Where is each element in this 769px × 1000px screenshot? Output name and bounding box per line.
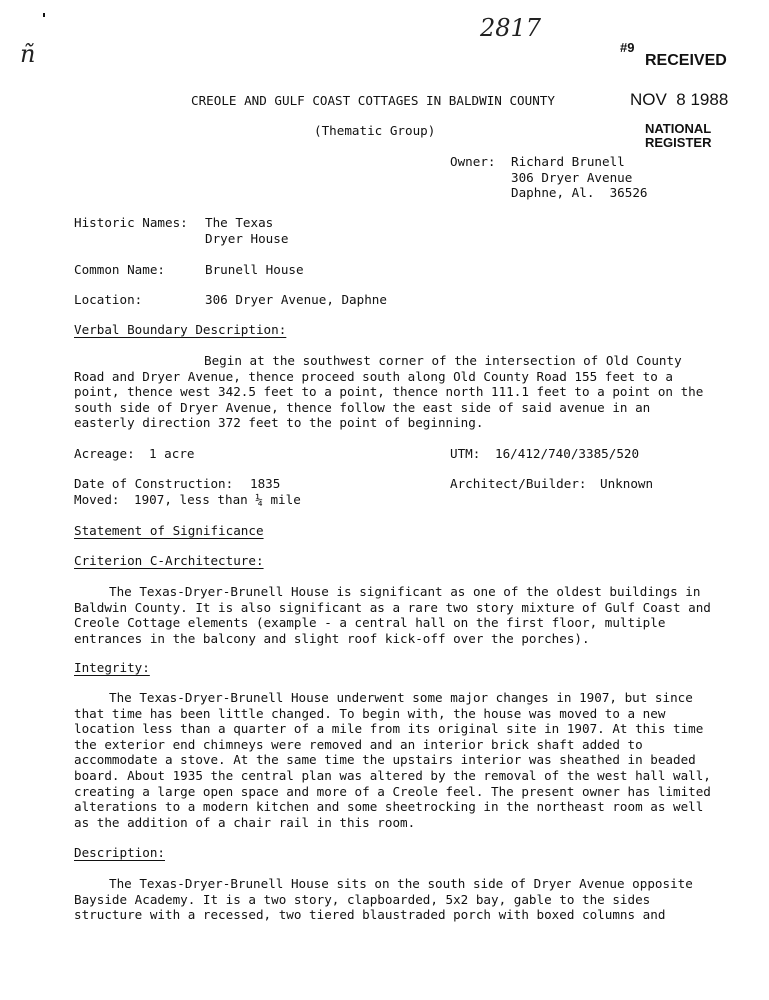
location-value: 306 Dryer Avenue, Daphne — [205, 292, 387, 307]
common-name-value: Brunell House — [205, 262, 304, 277]
historic-names-label: Historic Names: — [74, 215, 188, 230]
moved-value: 1907, less than ¼ mile — [134, 492, 301, 507]
stamp-ref: #9 — [620, 40, 635, 55]
scan-speck — [43, 13, 45, 17]
acreage-label: Acreage: — [74, 446, 135, 461]
description-text: The Texas-Dryer-Brunell House sits on the south side of Dryer Avenue opposite Bayside Academy. It is a two story, clapboarded, 5x2 bay, gable to the sides structure with a recessed, two tiered blaustraded porch with boxed columns and — [74, 876, 693, 923]
criterion-heading: Criterion C-Architecture: — [74, 553, 264, 568]
construction-value: 1835 — [250, 476, 281, 491]
location-label: Location: — [74, 292, 143, 307]
stamp-national: NATIONAL — [645, 121, 712, 136]
document-subtitle: (Thematic Group) — [314, 123, 436, 138]
handwritten-mark: ñ — [20, 40, 36, 68]
owner-city: Daphne, Al. 36526 — [511, 185, 648, 200]
integrity-heading: Integrity: — [74, 660, 150, 675]
acreage-value: 1 acre — [149, 446, 195, 461]
construction-label: Date of Construction: — [74, 476, 234, 491]
moved-label: Moved: — [74, 492, 120, 507]
boundary-text: Begin at the southwest corner of the intersection of Old County Road and Dryer Avenue, thence proceed south along Old County Road 155 feet to a point, thence west 342.5 feet to a point, thence north 111.1 feet to a point on the south side of Dryer Avenue, thence follow the east side of said avenue in an easterly direction 372 feet to the point of beginning. — [74, 353, 704, 431]
document-title: CREOLE AND GULF COAST COTTAGES IN BALDWIN COUNTY — [191, 93, 555, 108]
owner-label: Owner: — [450, 154, 496, 169]
integrity-text: The Texas-Dryer-Brunell House underwent some major changes in 1907, but since that time has been little changed. To begin with, the house was moved to a new location less than a quarter of a mile from its original site in 1907. At this time the exterior end chimneys were removed and an interior brick shaft added to accommodate a stove. At the same time the upstairs interior was sheathed in beaded board. About 1935 the central plan was altered by the removal of the west hall wall, creating a large open space and more of a Creole feel. The present owner has limited alterations to a modern kitchen and some sheetrocking in the northeast room as well as the addition of a chair rail in this room. — [74, 690, 711, 830]
stamp-received: RECEIVED — [645, 52, 727, 69]
owner-street: 306 Dryer Avenue — [511, 170, 633, 185]
criterion-text: The Texas-Dryer-Brunell House is significant as one of the oldest buildings in Baldwin County. It is also significant as a rare two story mixture of Gulf Coast and Creole Cottage elements (example - a central hall on the first floor, multiple entrances in the balcony and slight roof kick-off over the porches). — [74, 584, 711, 646]
description-heading: Description: — [74, 845, 165, 860]
handwritten-number: 2817 — [480, 14, 542, 42]
historic-name-2: Dryer House — [205, 231, 289, 246]
stamp-register: REGISTER — [645, 135, 712, 150]
owner-name: Richard Brunell — [511, 154, 625, 169]
utm-label: UTM: — [450, 446, 481, 461]
common-name-label: Common Name: — [74, 262, 165, 277]
utm-value: 16/412/740/3385/520 — [495, 446, 640, 461]
architect-value: Unknown — [600, 476, 654, 491]
boundary-heading: Verbal Boundary Description: — [74, 322, 287, 337]
stamp-date: NOV 8 1988 — [630, 90, 729, 109]
historic-name-1: The Texas — [205, 215, 274, 230]
architect-label: Architect/Builder: — [450, 476, 587, 491]
significance-heading: Statement of Significance — [74, 523, 264, 538]
